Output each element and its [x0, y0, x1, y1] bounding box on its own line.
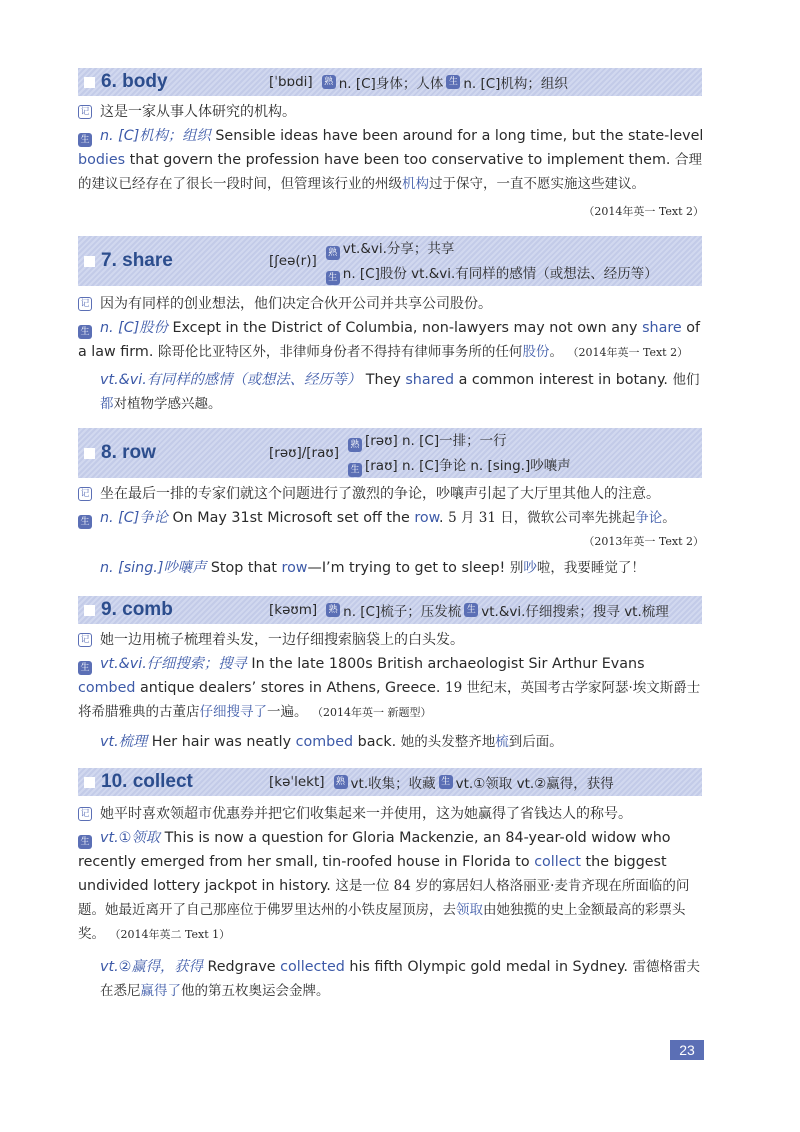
- uncommon-definition: n. [C]机构；组织: [463, 76, 568, 92]
- memo-line: [78, 100, 704, 124]
- memo-badge: 记: [78, 633, 92, 647]
- example-paragraph: [100, 955, 704, 1003]
- square-bullet: [84, 256, 95, 267]
- memo-text: 她一边用梳子梳理着头发，一边仔细搜索脑袋上的白头发。: [100, 632, 464, 648]
- example-paragraph: [78, 124, 704, 196]
- example-zh: 除哥伦比亚特区外，非律师身份者不得持有律师事务所的任何股份。: [157, 344, 563, 360]
- familiar-definition: n. [C]身体；人体: [338, 76, 444, 92]
- example-en: Except in the District of Columbia, non-lawyers may not own any share of a law firm.: [78, 320, 701, 360]
- sense-label: vt.&vi.仔细搜索；搜寻: [100, 656, 247, 672]
- highlight-word: collect: [534, 854, 582, 870]
- example-en: This is now a question for Gloria Mackenzie, an 84-year-old widow who recently emerged from her small, tin-roofed house in Florida to collect the biggest undivided lottery jackpot in history.: [78, 830, 671, 894]
- entry-header-share: [78, 236, 702, 286]
- page-number: 23: [670, 1040, 704, 1060]
- phonetic: [ˈbɒdi]: [269, 74, 313, 90]
- entry-word: 6. body: [101, 71, 168, 92]
- example-paragraph: [100, 368, 704, 416]
- memo-text: 这是一家从事人体研究的机构。: [100, 104, 296, 120]
- memo-line: [78, 482, 704, 506]
- highlight-word: row: [281, 560, 308, 576]
- familiar-badge: 熟: [326, 603, 340, 617]
- uncommon-badge: 生: [78, 661, 92, 675]
- memo-line: [78, 628, 704, 652]
- highlight-word: shared: [405, 372, 455, 388]
- sense-label: n. [C]股份: [100, 320, 168, 336]
- memo-text: 因为有同样的创业想法，他们决定合伙开公司并共享公司股份。: [100, 296, 492, 312]
- entry-word: 7. share: [101, 250, 173, 271]
- source-citation: （2014年英二 Text 1）: [109, 928, 231, 941]
- entry-word: 9. comb: [101, 599, 173, 620]
- source-citation: （2014年英一 Text 2）: [583, 205, 704, 218]
- example-en: Her hair was neatly combed back.: [151, 734, 397, 750]
- memo-badge: 记: [78, 105, 92, 119]
- source-citation: （2013年英一 Text 2）: [583, 535, 704, 548]
- entry-header-collect: [78, 768, 702, 796]
- uncommon-badge: 生: [78, 515, 92, 529]
- example-paragraph: [100, 556, 704, 580]
- entry-word: 10. collect: [101, 771, 193, 792]
- highlight-word: combed: [295, 734, 354, 750]
- uncommon-badge: 生: [439, 775, 453, 789]
- example-paragraph: [100, 730, 704, 754]
- example-en: Sensible ideas have been around for a long time, but the state-level bodies that govern the profession have been too conservative to implement them.: [78, 128, 704, 168]
- entry-header-row: [78, 428, 702, 478]
- entry-header-body: [78, 68, 702, 96]
- sense-label: n. [sing.]吵嚷声: [100, 560, 207, 576]
- sense-label: vt.&vi.有同样的感情（或想法、经历等）: [100, 372, 362, 388]
- sense-label: n. [C]争论: [100, 510, 168, 526]
- example-zh: 别吵啦，我要睡觉了！: [509, 560, 645, 576]
- memo-text: 坐在最后一排的专家们就这个问题进行了激烈的争论，吵嚷声引起了大厅里其他人的注意。: [100, 486, 660, 502]
- uncommon-definition: [raʊ] n. [C]争论 n. [sing.]吵嚷声: [364, 458, 571, 474]
- memo-text: 她平时喜欢领超市优惠券并把它们收集起来一并使用，这为她赢得了省钱达人的称号。: [100, 806, 632, 822]
- uncommon-badge: 生: [78, 133, 92, 147]
- example-en: They shared a common interest in botany.: [365, 372, 668, 388]
- example-zh: 这是一位 84 岁的寡居妇人格洛丽亚·麦肯齐现在所面临的问题。她最近离开了自己那座位于佛罗里达州的小铁皮屋顶房，去领取由她独揽的史上金额最高的彩票头奖。: [78, 878, 690, 942]
- familiar-badge: 熟: [348, 438, 362, 452]
- familiar-badge: 熟: [334, 775, 348, 789]
- uncommon-definition: vt.&vi.仔细搜索；搜寻 vt.梳理: [481, 604, 669, 620]
- uncommon-badge: 生: [446, 75, 460, 89]
- example-paragraph: [78, 506, 704, 530]
- example-en: In the late 1800s British archaeologist Sir Arthur Evans combed antique dealers’ stores in Athens, Greece.: [78, 656, 645, 696]
- square-bullet: [84, 77, 95, 88]
- example-zh: 他们都对植物学感兴趣。: [100, 372, 700, 412]
- uncommon-badge: 生: [78, 325, 92, 339]
- phonetic: [ʃeə(r)]: [269, 253, 317, 269]
- highlight-word: collected: [280, 959, 345, 975]
- sense-label: vt.①领取: [100, 830, 161, 846]
- source-citation: （2014年英一 Text 2）: [567, 346, 689, 359]
- sense-label: vt.②赢得，获得: [100, 959, 203, 975]
- example-zh: 雷德格雷夫在悉尼赢得了他的第五枚奥运会金牌。: [100, 959, 701, 999]
- example-en: Redgrave collected his fifth Olympic gold medal in Sydney.: [207, 959, 628, 975]
- highlight-word: share: [642, 320, 682, 336]
- uncommon-badge: 生: [78, 835, 92, 849]
- entry-word: 8. row: [101, 442, 156, 463]
- familiar-badge: 熟: [326, 246, 340, 260]
- phonetic: [kəʊm]: [269, 602, 318, 618]
- uncommon-badge: 生: [348, 463, 362, 477]
- uncommon-badge: 生: [326, 271, 340, 285]
- memo-badge: 记: [78, 807, 92, 821]
- phonetic: [rəʊ]/[raʊ]: [269, 445, 339, 461]
- uncommon-badge: 生: [464, 603, 478, 617]
- example-paragraph: [78, 652, 704, 725]
- uncommon-definition: vt.①领取 vt.②赢得，获得: [455, 776, 614, 792]
- example-paragraph: [78, 316, 704, 365]
- memo-line: [78, 802, 704, 826]
- highlight-word: row: [414, 510, 440, 526]
- memo-badge: 记: [78, 297, 92, 311]
- familiar-definition: vt.收集；收藏: [350, 776, 436, 792]
- phonetic: [kəˈlekt]: [269, 774, 325, 790]
- highlight-word: bodies: [78, 152, 126, 168]
- sense-label: vt.梳理: [100, 734, 148, 750]
- example-zh: 合理的建议已经存在了很长一段时间，但管理该行业的州级机构过于保守，一直不愿实施这些建议。: [78, 152, 702, 192]
- square-bullet: [84, 777, 95, 788]
- memo-line: [78, 292, 704, 316]
- familiar-definition: vt.&vi.分享；共享: [342, 241, 455, 257]
- square-bullet: [84, 605, 95, 616]
- entry-header-comb: [78, 596, 702, 624]
- example-zh: 19 世纪末，英国考古学家阿瑟·埃文斯爵士将希腊雅典的古董店仔细搜寻了一遍。: [78, 680, 701, 720]
- square-bullet: [84, 448, 95, 459]
- sense-label: n. [C]机构；组织: [100, 128, 211, 144]
- familiar-badge: 熟: [322, 75, 336, 89]
- example-en: Stop that row—I’m trying to get to sleep!: [210, 560, 506, 576]
- familiar-definition: [rəʊ] n. [C]一排；一行: [364, 433, 507, 449]
- highlight-word: combed: [78, 680, 136, 696]
- source-citation: （2014年英一 新题型）: [312, 706, 432, 719]
- memo-badge: 记: [78, 487, 92, 501]
- uncommon-definition: n. [C]股份 vt.&vi.有同样的感情（或想法、经历等）: [342, 266, 658, 282]
- familiar-definition: n. [C]梳子；压发梳: [343, 604, 462, 620]
- example-zh: 她的头发整齐地梳到后面。: [400, 734, 563, 750]
- example-zh: 5 月 31 日，微软公司率先挑起争论。: [448, 510, 676, 526]
- example-paragraph: [78, 826, 704, 947]
- example-en: On May 31st Microsoft set off the row.: [172, 510, 444, 526]
